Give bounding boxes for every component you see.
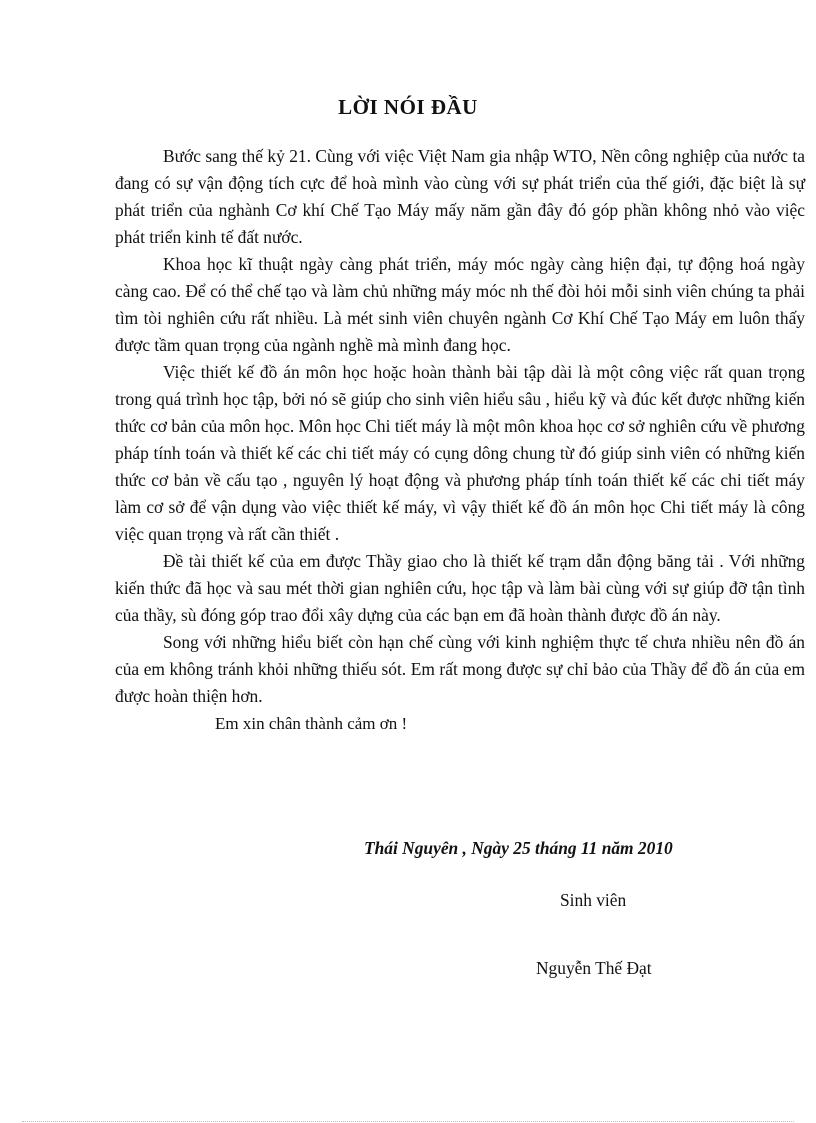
- signature-date: Thái Nguyên , Ngày 25 tháng 11 năm 2010: [364, 838, 673, 858]
- paragraph: Việc thiết kế đồ án môn học hoặc hoàn thành bài tập dài là một công việc rất quan trọng trong quá trình học tập, bởi nó sẽ giúp cho sinh viên hiểu sâu , hiểu kỹ và đúc kết được những kiến thức cơ bản của môn học. Môn học Chi tiết máy là một môn khoa học cơ sở nghiên cứu về phương pháp tính toán và thiết kế các chi tiết máy có cụng dông chung từ đó giúp sinh viên có những kiến thức cơ bản về cấu tạo , nguyên lý hoạt động và phương pháp tính toán thiết kế các chi tiết máy làm cơ sở để vận dụng vào việc thiết kế máy, vì vậy thiết kế đồ án môn học Chi tiết máy là công việc quan trọng và rất cần thiết .: [115, 362, 805, 544]
- closing-line: Em xin chân thành cảm ơn !: [215, 714, 408, 733]
- signature-name: Nguyễn Thế Đạt: [536, 958, 652, 978]
- page-bottom-divider: [22, 1121, 794, 1122]
- paragraph: Song với những hiểu biết còn hạn chế cùng với kinh nghiệm thực tế chưa nhiều nên đồ án của em không tránh khỏi những thiếu sót. Em rất mong được sự chỉ bảo của Thầy để đồ án của em được hoàn thiện hơn.: [115, 632, 805, 706]
- page-title: LỜI NÓI ĐẦU: [338, 95, 478, 119]
- document-body: [115, 143, 805, 737]
- paragraph: Bước sang thế kỷ 21. Cùng với việc Việt Nam gia nhập WTO, Nền công nghiệp của nước ta đang có sự vận động tích cực để hoà mình vào cùng với sự phát triển của thế giới, đặc biệt là sự phát triển của nghành Cơ khí Chế Tạo Máy mấy năm gần đây đó góp phần không nhỏ vào việc phát triển kinh tế đất nước.: [115, 146, 805, 247]
- paragraph: Đề tài thiết kế của em được Thầy giao cho là thiết kế trạm dẫn động băng tải . Với những kiến thức đã học và sau mét thời gian nghiên cứu, học tập và làm bài cùng với sự giúp đỡ tận tình của thầy, sù đóng góp trao đổi xây dựng của các bạn em đã hoàn thành được đồ án này.: [115, 551, 805, 625]
- paragraph: Khoa học kĩ thuật ngày càng phát triển, máy móc ngày càng hiện đại, tự động hoá ngày càng cao. Để có thể chế tạo và làm chủ những máy móc nh thế đòi hỏi mỗi sinh viên chúng ta phải tìm tòi nghiên cứu rất nhiều. Là mét sinh viên chuyên ngành Cơ Khí Chế Tạo Máy em luôn thấy được tầm quan trọng của ngành nghề mà mình đang học.: [115, 254, 805, 355]
- signature-role: Sinh viên: [560, 890, 627, 910]
